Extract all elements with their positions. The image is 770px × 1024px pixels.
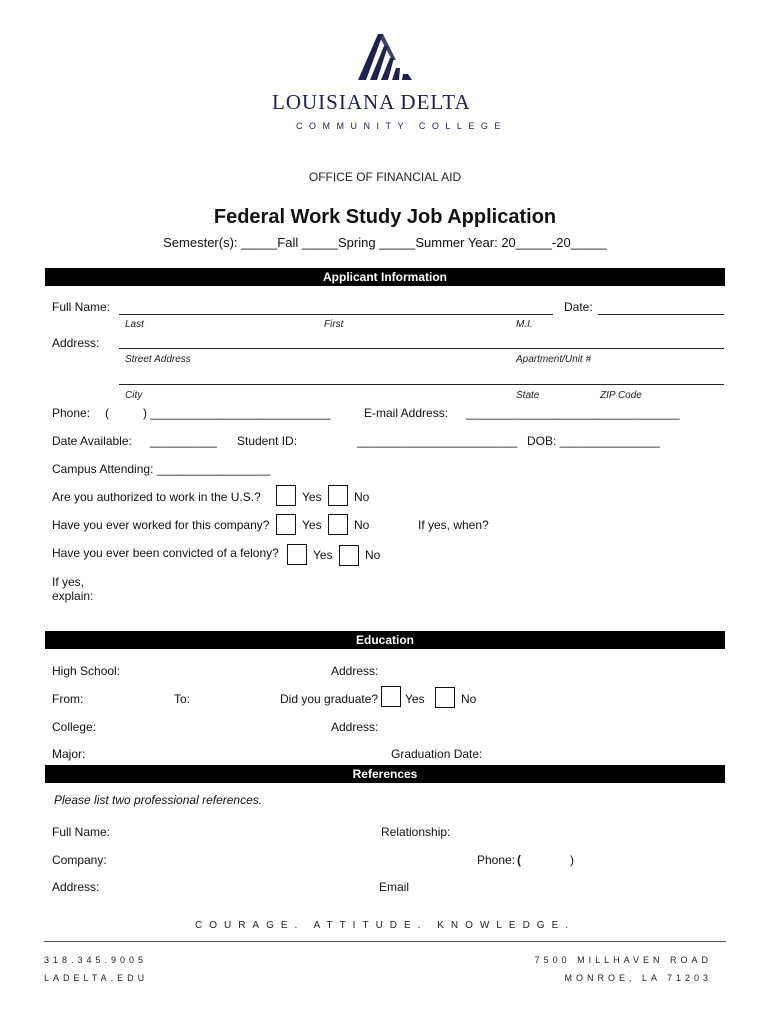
ref-relationship-label: Relationship: [381, 825, 451, 839]
date-label: Date: [564, 300, 593, 314]
dob-field[interactable]: DOB: _______________ [527, 434, 660, 448]
ref-address-label: Address: [52, 880, 100, 894]
logo-mark-icon [356, 32, 414, 82]
date-field[interactable] [598, 314, 724, 315]
authorized-question: Are you authorized to work in the U.S.? [52, 490, 261, 504]
to-label: To: [174, 692, 191, 706]
mi-caption: M.I. [516, 319, 533, 330]
city-caption: City [125, 390, 143, 401]
first-caption: First [324, 319, 344, 330]
footer-divider [44, 941, 726, 942]
explain-label-line1: If yes, [52, 575, 85, 589]
felony-no-checkbox[interactable] [339, 545, 359, 566]
date-available-label: Date Available: [52, 434, 132, 448]
felony-no-label: No [365, 548, 381, 562]
worked-yes-label: Yes [302, 518, 322, 532]
authorized-yes-checkbox[interactable] [276, 485, 296, 506]
campus-field[interactable]: Campus Attending: _________________ [52, 462, 271, 476]
major-label: Major: [52, 747, 86, 761]
high-school-label: High School: [52, 664, 121, 678]
ref-phone-label: Phone: [477, 853, 516, 867]
office-name: OFFICE OF FINANCIAL AID [308, 170, 462, 184]
graduate-no-checkbox[interactable] [435, 687, 455, 708]
references-instruction: Please list two professional references. [54, 793, 263, 807]
if-yes-when-label: If yes, when? [418, 518, 489, 532]
state-caption: State [516, 390, 540, 401]
authorized-no-checkbox[interactable] [328, 485, 348, 506]
last-caption: Last [125, 319, 144, 330]
high-school-address-label: Address: [331, 664, 379, 678]
footer-phone: 318.345.9005 [44, 955, 148, 965]
full-name-label: Full Name: [52, 300, 111, 314]
logo-name: LOUISIANA DELTA [272, 90, 471, 114]
phone-label: Phone: [52, 406, 91, 420]
authorized-no-label: No [354, 490, 370, 504]
street-caption: Street Address [125, 354, 191, 365]
graduation-date-label: Graduation Date: [391, 747, 483, 761]
ref-full-name-label: Full Name: [52, 825, 111, 839]
college-label: College: [52, 720, 97, 734]
email-label: E-mail Address: [364, 406, 449, 420]
full-name-field[interactable] [119, 314, 553, 315]
college-address-label: Address: [331, 720, 379, 734]
felony-question: Have you ever been convicted of a felony? [52, 546, 279, 560]
phone-paren-open: ( [105, 406, 109, 420]
graduate-yes-label: Yes [405, 692, 425, 706]
worked-no-label: No [354, 518, 370, 532]
footer-motto: COURAGE. ATTITUDE. KNOWLEDGE. [194, 920, 576, 931]
graduate-question: Did you graduate? [280, 692, 379, 706]
worked-yes-checkbox[interactable] [276, 514, 296, 535]
email-field[interactable]: ________________________________ [466, 406, 680, 420]
address-label: Address: [52, 336, 100, 350]
footer-website[interactable]: LADELTA.EDU [44, 973, 149, 983]
student-id-field[interactable]: ________________________ [357, 434, 518, 448]
graduate-yes-checkbox[interactable] [381, 686, 401, 707]
ref-phone-paren-close: ) [570, 853, 574, 867]
logo-subtitle: COMMUNITY COLLEGE [296, 121, 507, 131]
references-section-header: References [45, 765, 725, 783]
date-available-field[interactable]: __________ [150, 434, 217, 448]
graduate-no-label: No [461, 692, 477, 706]
education-section-header: Education [45, 631, 725, 649]
felony-yes-checkbox[interactable] [287, 544, 307, 565]
street-address-field[interactable] [119, 348, 724, 349]
page-title: Federal Work Study Job Application [213, 206, 557, 228]
worked-question: Have you ever worked for this company? [52, 518, 270, 532]
footer-city: MONROE, LA 71203 [564, 973, 712, 983]
apt-caption: Apartment/Unit # [516, 354, 592, 365]
applicant-section-header: Applicant Information [45, 268, 725, 286]
city-state-zip-field[interactable] [119, 384, 724, 385]
from-label: From: [52, 692, 84, 706]
ref-email-label: Email [379, 880, 410, 894]
semester-line: Semester(s): _____Fall _____Spring _____Summer Year: 20_____-20_____ [163, 235, 607, 250]
student-id-label: Student ID: [237, 434, 298, 448]
ref-phone-paren-open: ( [517, 853, 521, 867]
footer-street: 7500 MILLHAVEN ROAD [534, 955, 712, 965]
worked-no-checkbox[interactable] [328, 514, 348, 535]
zip-caption: ZIP Code [600, 390, 642, 401]
ref-company-label: Company: [52, 853, 107, 867]
authorized-yes-label: Yes [302, 490, 322, 504]
felony-yes-label: Yes [313, 548, 333, 562]
phone-field[interactable]: ) ___________________________ [143, 406, 331, 420]
explain-label-line2: explain: [52, 589, 94, 603]
